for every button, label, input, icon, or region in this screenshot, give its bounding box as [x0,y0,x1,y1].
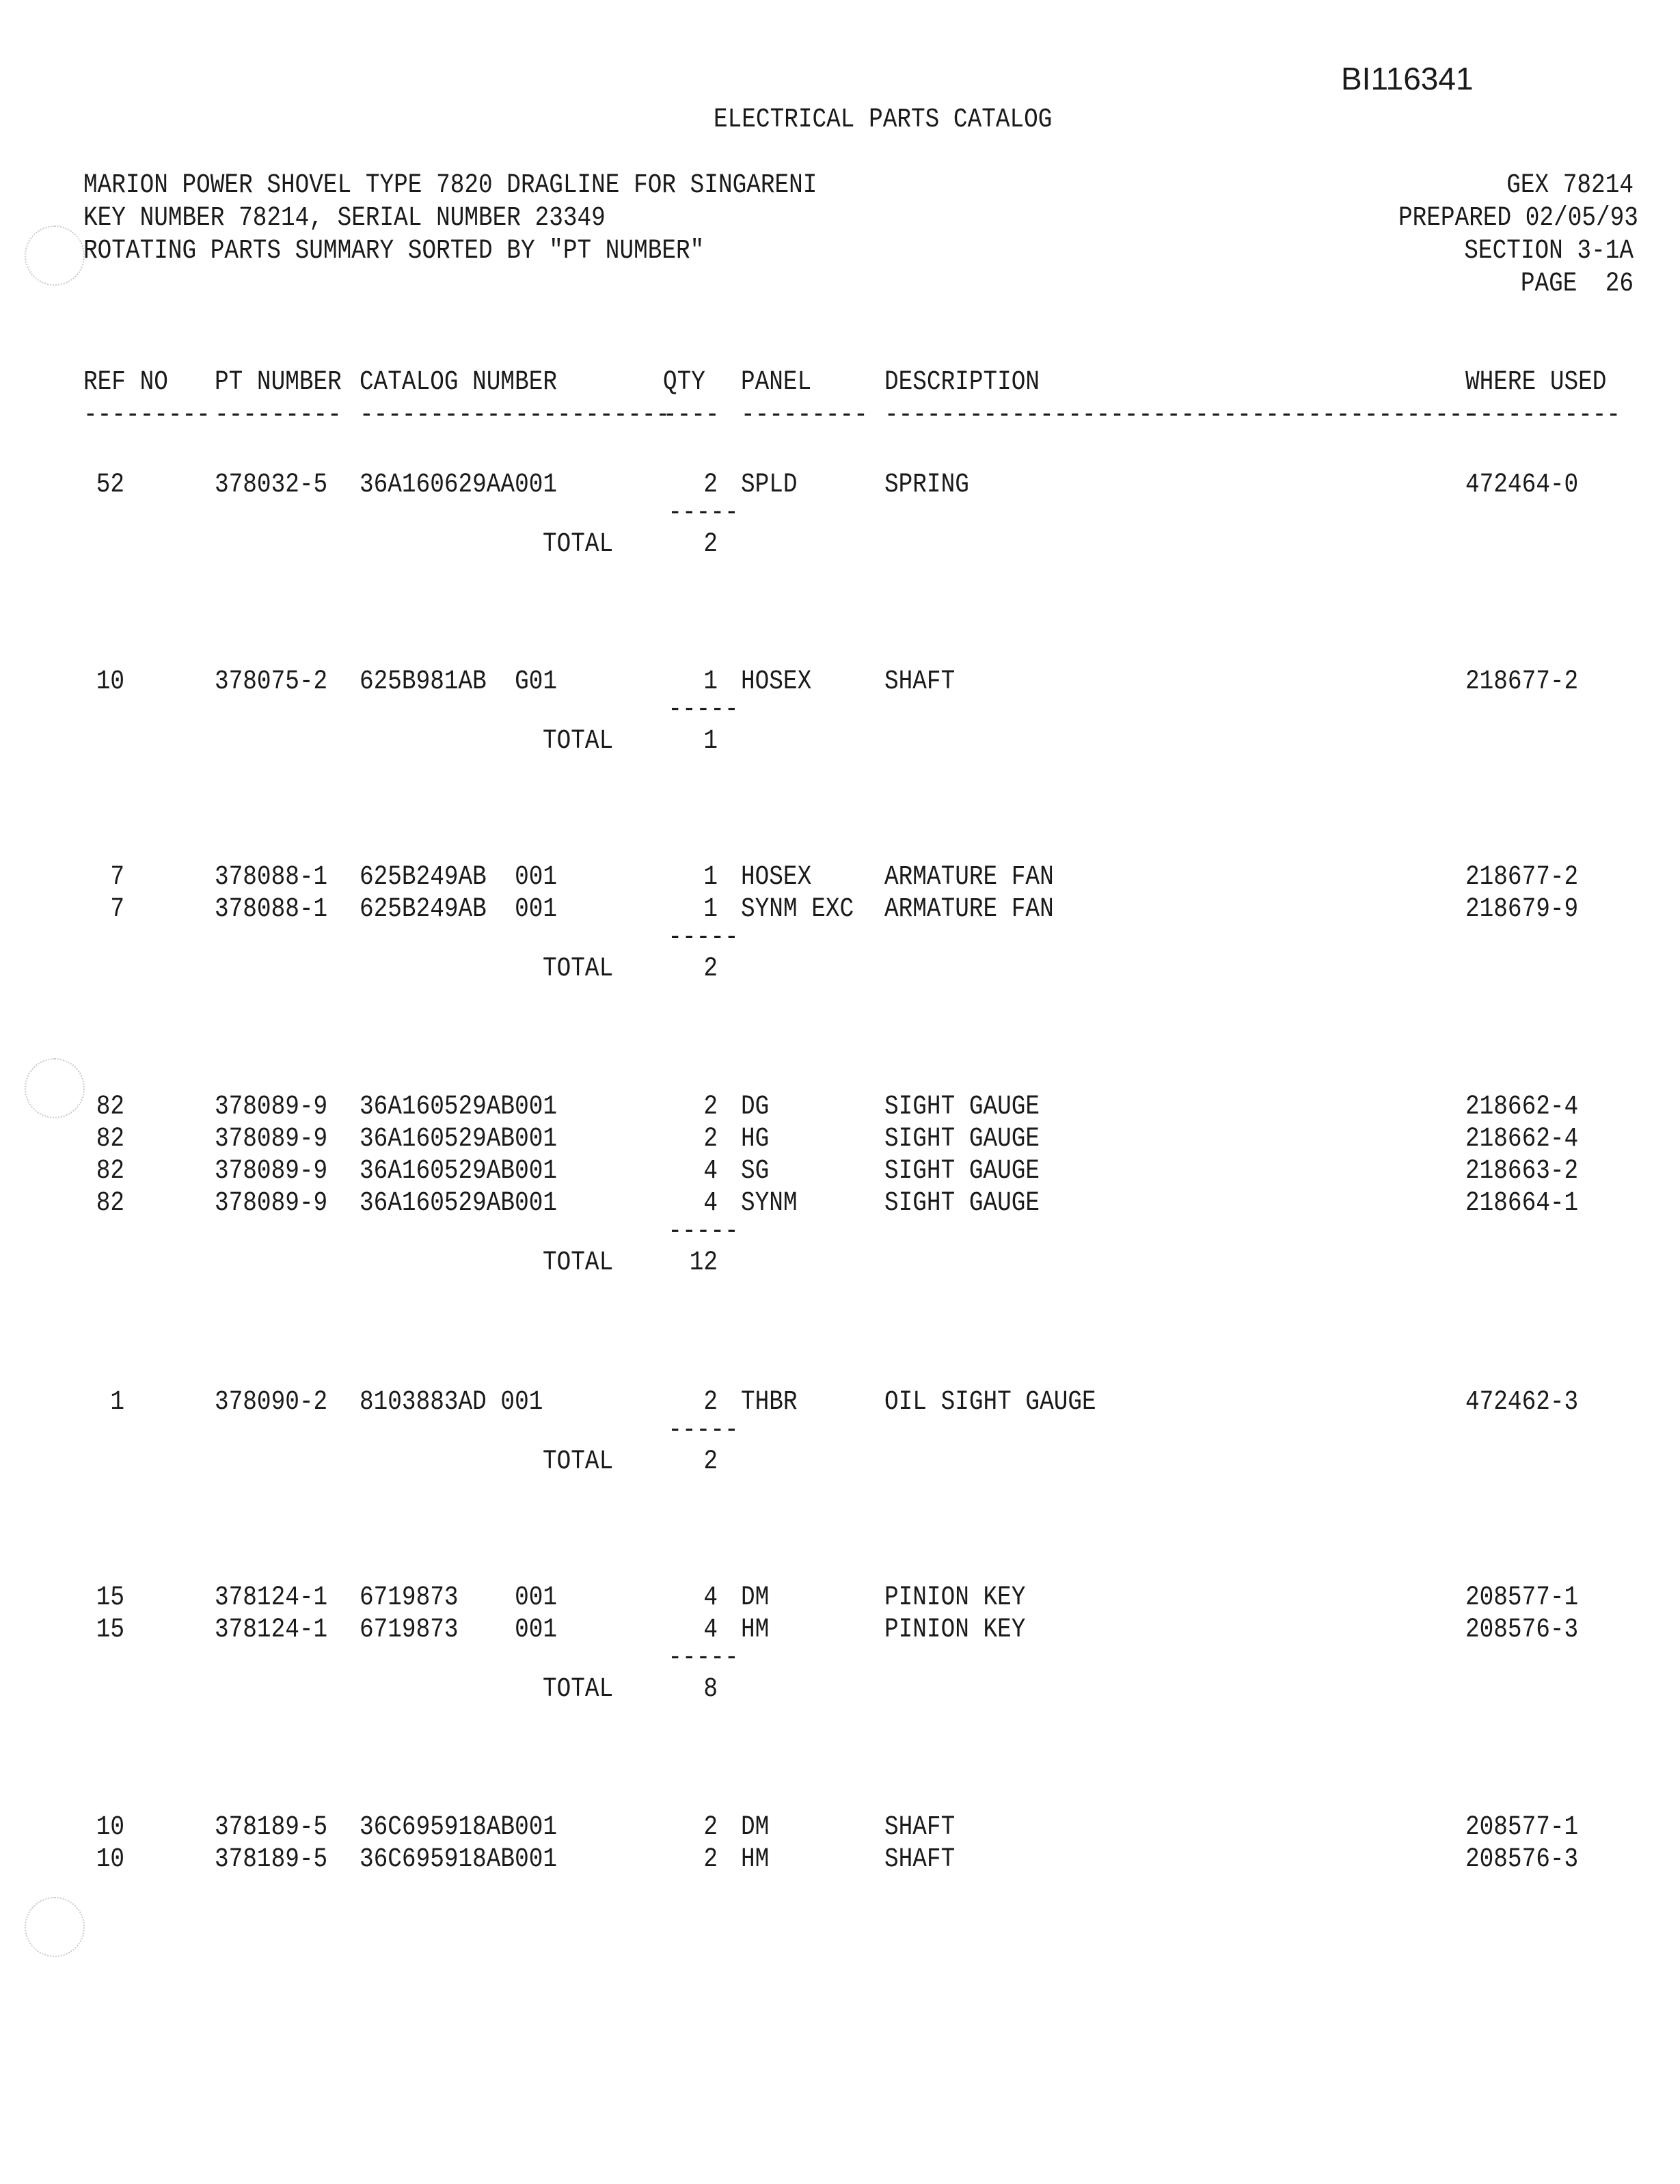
qty-cell: 2 [703,1844,718,1875]
ref-no-cell: 15 [96,1582,124,1613]
panel-cell: HG [741,1124,770,1155]
rule-qty: ---- [663,400,720,431]
catalog-number-cell: 36A160529AB001 [360,1124,558,1155]
panel-cell: HM [741,1844,770,1875]
panel-cell: HOSEX [741,666,812,697]
ref-no-cell: 10 [96,1844,124,1875]
pt-number-cell: 378032-5 [215,470,328,500]
qty-cell: 1 [703,894,718,925]
panel-cell: HM [741,1615,770,1645]
subtotal-rule: ----- [668,1415,739,1446]
col-description: DESCRIPTION [884,367,1040,398]
total-label: TOTAL [543,726,614,757]
col-ref-no: REF NO [83,367,168,398]
col-where-used: WHERE USED [1465,367,1607,398]
where-used-cell: 218662-4 [1465,1092,1579,1122]
pt-number-cell: 378189-5 [215,1844,328,1875]
catalog-number-cell: 36A160529AB001 [360,1156,558,1187]
qty-cell: 4 [703,1615,718,1645]
subtotal-rule: ----- [668,922,739,953]
description-cell: SHAFT [884,666,956,697]
pt-number-cell: 378075-2 [215,666,328,697]
total-value: 2 [703,529,718,560]
qty-cell: 2 [703,1124,718,1155]
description-cell: ARMATURE FAN [884,862,1054,893]
panel-cell: SYNM EXC [741,894,854,925]
ref-no-cell: 82 [96,1124,124,1155]
subtotal-rule: ----- [668,498,739,528]
total-value: 12 [689,1248,718,1278]
panel-cell: DG [741,1092,770,1122]
subtotal-rule: ----- [668,1643,739,1673]
total-label: TOTAL [543,1674,614,1705]
punch-hole [25,1897,85,1957]
pt-number-cell: 378090-2 [215,1387,328,1418]
description-cell: PINION KEY [884,1582,1026,1613]
ref-no-cell: 52 [96,470,124,500]
key-serial-line: KEY NUMBER 78214, SERIAL NUMBER 23349 [83,203,606,234]
document-id: BI116341 [1341,61,1474,96]
where-used-cell: 218664-1 [1465,1188,1579,1219]
rule-pt-number: --------- [215,400,342,431]
col-catalog-number: CATALOG NUMBER [360,367,558,398]
total-value: 2 [703,1446,718,1477]
description-cell: SPRING [884,470,969,500]
qty-cell: 2 [703,1387,718,1418]
pt-number-cell: 378089-9 [215,1124,328,1155]
description-cell: SIGHT GAUGE [884,1092,1040,1122]
description-cell: OIL SIGHT GAUGE [884,1387,1096,1418]
pt-number-cell: 378088-1 [215,894,328,925]
ref-no-cell: 15 [96,1615,124,1645]
where-used-cell: 218663-2 [1465,1156,1579,1187]
where-used-cell: 218677-2 [1465,862,1579,893]
panel-cell: DM [741,1812,770,1843]
description-cell: SHAFT [884,1812,956,1843]
ref-no-cell: 10 [96,666,124,697]
where-used-cell: 472464-0 [1465,470,1579,500]
qty-cell: 1 [703,666,718,697]
ref-no-cell: 10 [96,1812,124,1843]
pt-number-cell: 378189-5 [215,1812,328,1843]
ref-no-cell: 1 [110,1387,124,1418]
catalog-number-cell: 36A160529AB001 [360,1188,558,1219]
catalog-number-cell: 6719873 001 [360,1582,558,1613]
ref-no-cell: 7 [110,894,124,925]
total-label: TOTAL [543,1248,614,1278]
where-used-cell: 208577-1 [1465,1812,1579,1843]
ref-no-cell: 82 [96,1188,124,1219]
catalog-number-cell: 625B249AB 001 [360,894,558,925]
where-used-cell: 218662-4 [1465,1124,1579,1155]
total-value: 8 [703,1674,718,1705]
ref-no-cell: 82 [96,1156,124,1187]
where-used-cell: 218677-2 [1465,666,1579,697]
where-used-cell: 218679-9 [1465,894,1579,925]
qty-cell: 4 [703,1188,718,1219]
pt-number-cell: 378124-1 [215,1615,328,1645]
pt-number-cell: 378089-9 [215,1092,328,1122]
qty-cell: 2 [703,470,718,500]
ref-no-cell: 7 [110,862,124,893]
description-cell: SIGHT GAUGE [884,1124,1040,1155]
description-cell: SIGHT GAUGE [884,1188,1040,1219]
rule-panel: --------- [741,400,868,431]
gex-number: GEX 78214 [1506,170,1634,201]
description-cell: PINION KEY [884,1615,1026,1645]
where-used-cell: 208576-3 [1465,1615,1579,1645]
ref-no-cell: 82 [96,1092,124,1122]
col-panel: PANEL [741,367,812,398]
col-qty: QTY [663,367,705,398]
catalog-number-cell: 36A160629AA001 [360,470,558,500]
catalog-number-cell: 36A160529AB001 [360,1092,558,1122]
total-label: TOTAL [543,954,614,984]
qty-cell: 4 [703,1582,718,1613]
panel-cell: DM [741,1582,770,1613]
machine-title: MARION POWER SHOVEL TYPE 7820 DRAGLINE FOR SINGARENI [83,170,817,201]
panel-cell: THBR [741,1387,798,1418]
section-number: SECTION 3-1A [1464,236,1634,267]
total-label: TOTAL [543,1446,614,1477]
total-label: TOTAL [543,529,614,560]
punch-hole [25,1058,85,1118]
summary-line: ROTATING PARTS SUMMARY SORTED BY "PT NUMBER" [83,236,705,267]
panel-cell: HOSEX [741,862,812,893]
catalog-title: ELECTRICAL PARTS CATALOG [714,105,1053,135]
total-value: 2 [703,954,718,984]
panel-cell: SG [741,1156,770,1187]
prepared-date: PREPARED 02/05/93 [1398,203,1638,234]
rule-catalog-number: ---------------------- [360,400,670,431]
rule-where-used: ----------- [1465,400,1621,431]
description-cell: SHAFT [884,1844,956,1875]
catalog-number-cell: 625B249AB 001 [360,862,558,893]
pt-number-cell: 378088-1 [215,862,328,893]
catalog-number-cell: 36C695918AB001 [360,1812,558,1843]
panel-cell: SYNM [741,1188,798,1219]
subtotal-rule: ----- [668,695,739,725]
page-number: PAGE 26 [1520,269,1634,299]
rule-description: ------------------------------------------ [884,400,1478,431]
qty-cell: 2 [703,1812,718,1843]
where-used-cell: 208576-3 [1465,1844,1579,1875]
rule-ref-no: --------- [83,400,211,431]
punch-hole [25,226,85,286]
subtotal-rule: ----- [668,1216,739,1247]
where-used-cell: 472462-3 [1465,1387,1579,1418]
qty-cell: 2 [703,1092,718,1122]
total-value: 1 [703,726,718,757]
panel-cell: SPLD [741,470,798,500]
catalog-number-cell: 6719873 001 [360,1615,558,1645]
description-cell: ARMATURE FAN [884,894,1054,925]
catalog-number-cell: 625B981AB G01 [360,666,558,697]
col-pt-number: PT NUMBER [215,367,342,398]
where-used-cell: 208577-1 [1465,1582,1579,1613]
catalog-number-cell: 36C695918AB001 [360,1844,558,1875]
pt-number-cell: 378124-1 [215,1582,328,1613]
description-cell: SIGHT GAUGE [884,1156,1040,1187]
catalog-number-cell: 8103883AD 001 [360,1387,543,1418]
qty-cell: 4 [703,1156,718,1187]
pt-number-cell: 378089-9 [215,1188,328,1219]
qty-cell: 1 [703,862,718,893]
pt-number-cell: 378089-9 [215,1156,328,1187]
